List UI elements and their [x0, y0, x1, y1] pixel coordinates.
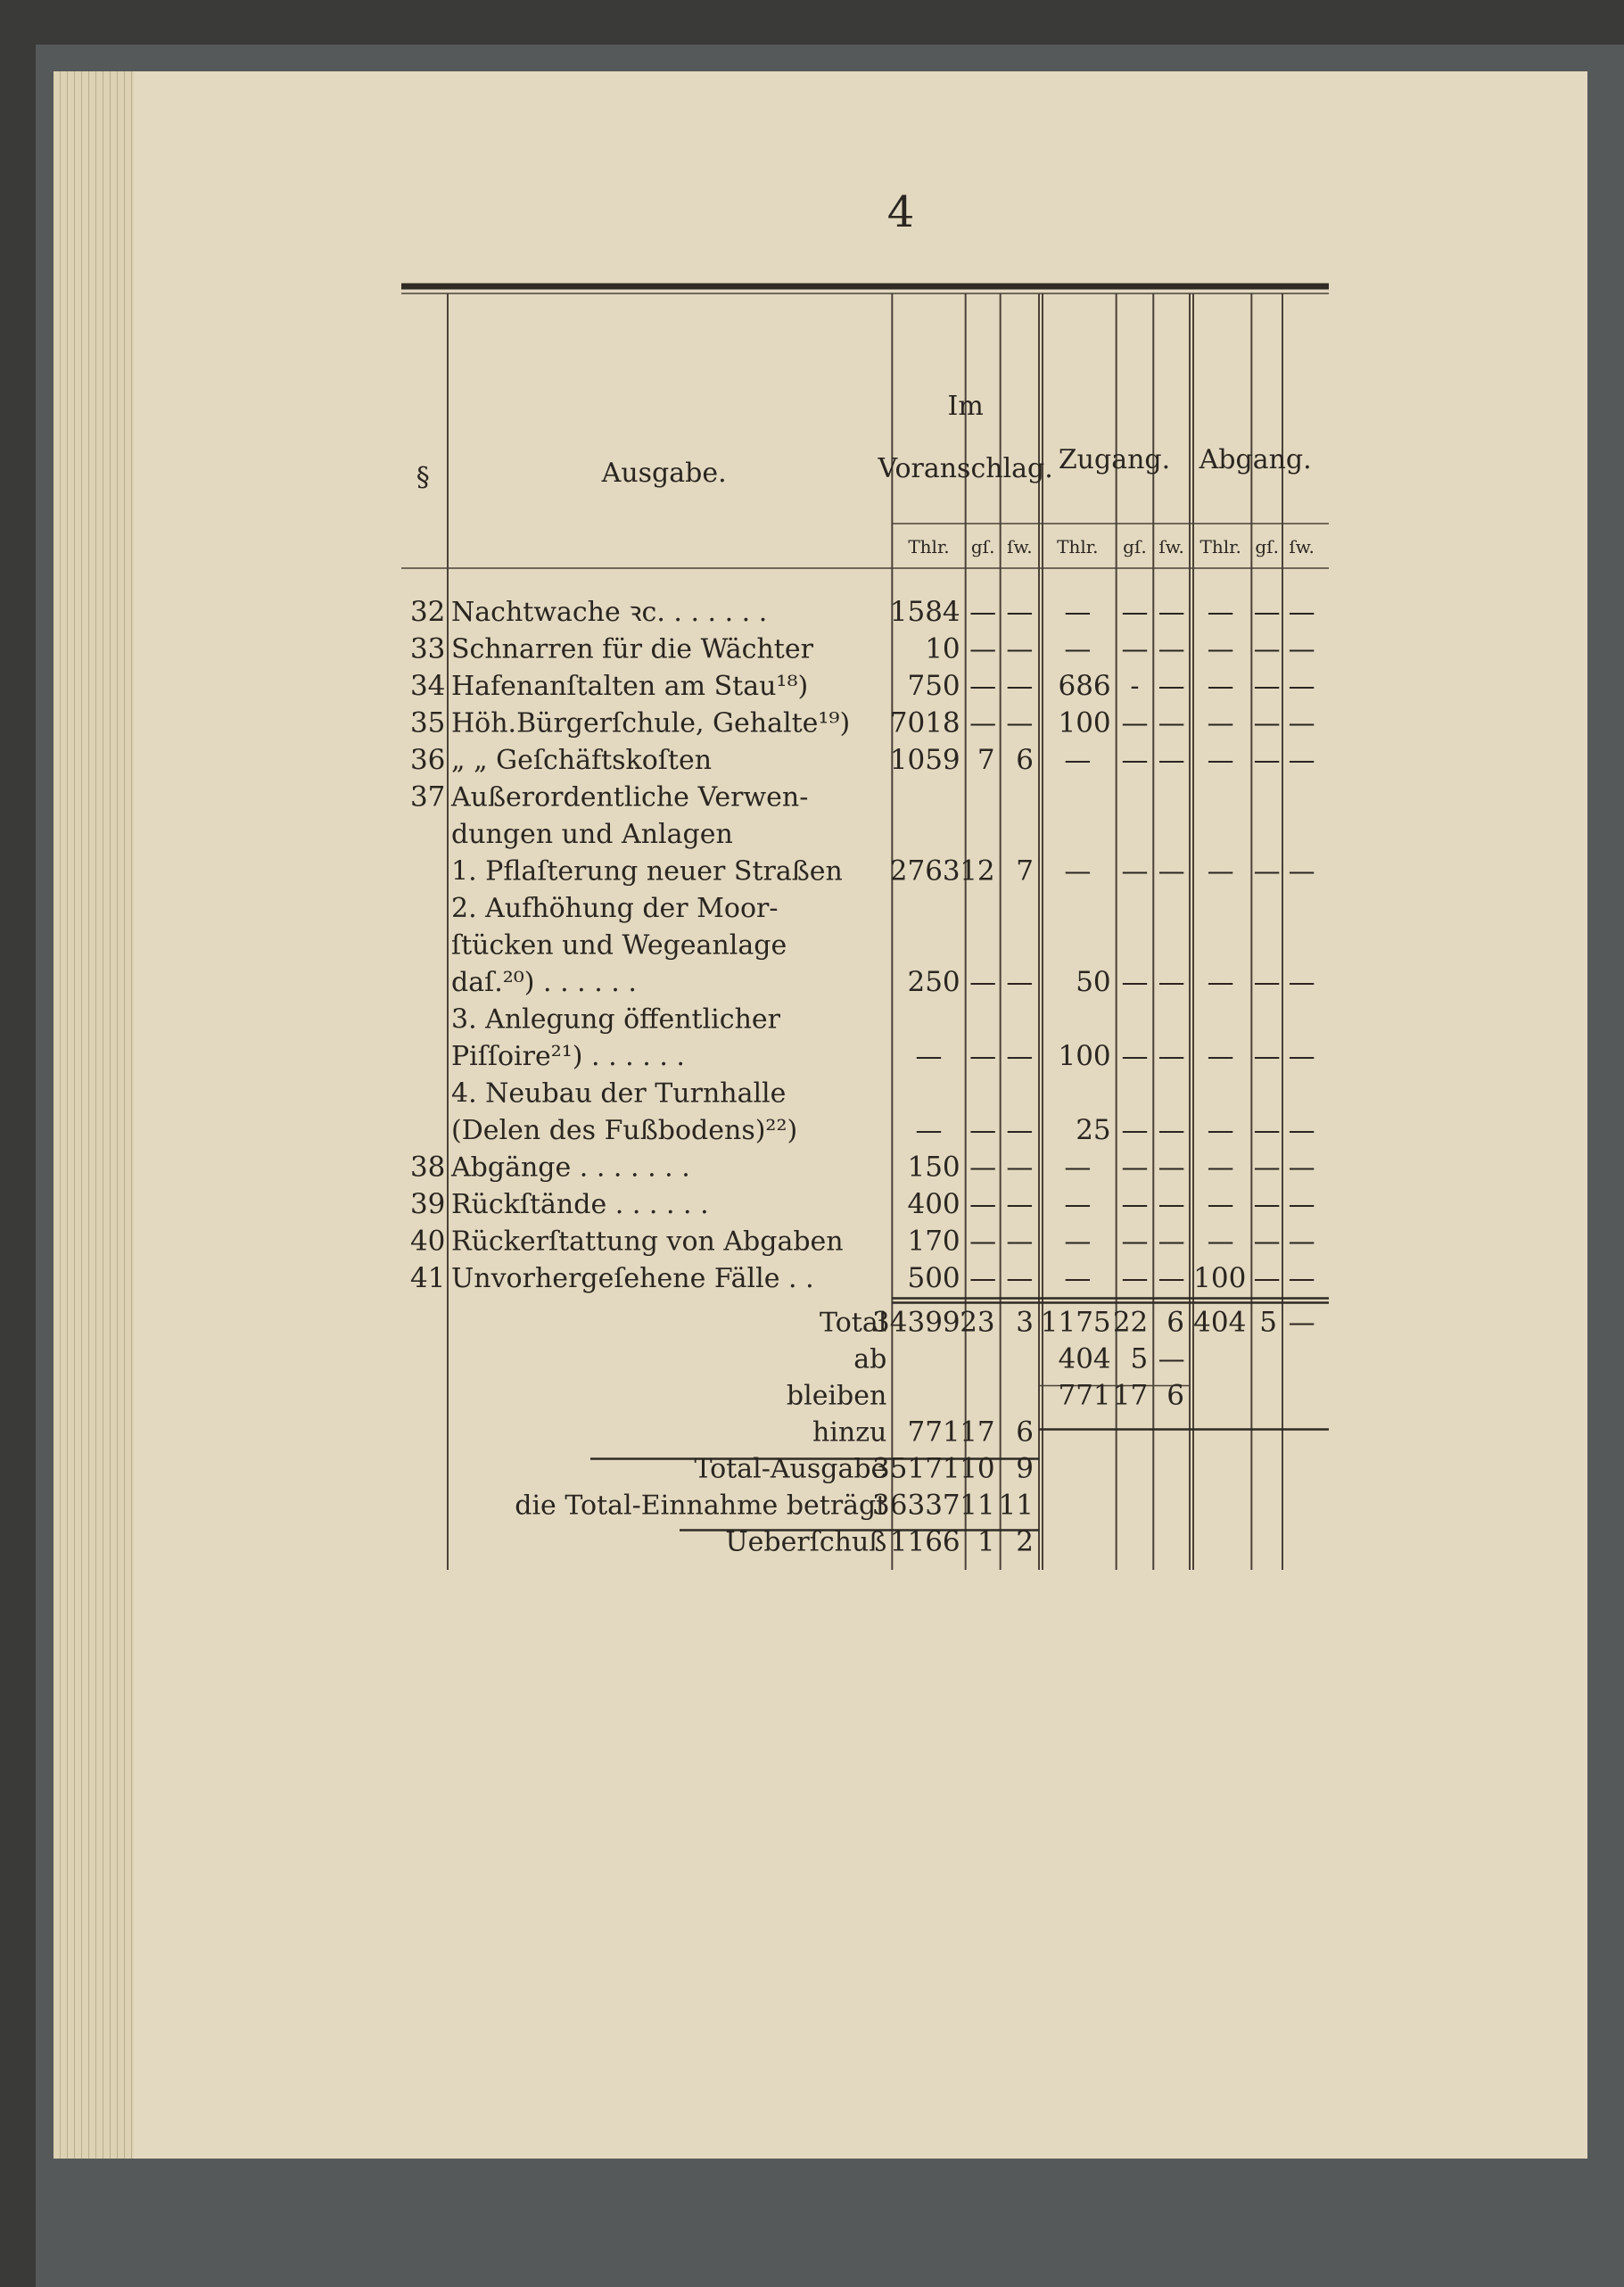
table-cell: —: [1006, 967, 1034, 998]
table-cell: —: [1121, 1152, 1149, 1184]
table-cell: 50: [1076, 966, 1111, 998]
table-cell: —: [1207, 1152, 1234, 1184]
table-cell: 771: [907, 1416, 960, 1449]
table-rules: [401, 286, 1329, 1570]
table-cell: —: [1288, 1307, 1315, 1339]
group-header-2: Zugang.: [1058, 444, 1171, 475]
table-cell: 750: [907, 670, 960, 702]
table-cell: —: [1006, 1189, 1034, 1220]
row-description: dungen und Anlagen: [451, 819, 733, 850]
table-cell: —: [1006, 1041, 1034, 1072]
summary-label: die Total-Einnahme beträgt: [515, 1490, 887, 1522]
table-cell: —: [1121, 1115, 1149, 1146]
row-description: Außerordentliche Verwen-: [451, 781, 809, 813]
row-number: 41: [409, 1262, 446, 1294]
unit-header: Thlr.: [908, 536, 950, 557]
summary-label: Total-Ausgabe: [694, 1453, 887, 1485]
table-row: [451, 819, 733, 850]
table-cell: —: [1006, 1115, 1034, 1146]
table-cell: 6: [1016, 744, 1034, 776]
table-cell: —: [1288, 1115, 1315, 1146]
table-cell: 500: [907, 1262, 960, 1294]
table-cell: 100: [1193, 1262, 1247, 1294]
unit-header: ſw.: [1289, 536, 1315, 557]
table-cell: 100: [1058, 1040, 1111, 1072]
table-cell: —: [1253, 671, 1281, 702]
row-number: 38: [409, 1151, 446, 1184]
table-cell: 1166: [889, 1525, 960, 1558]
table-cell: —: [1253, 597, 1281, 628]
table-cell: —: [1121, 1226, 1149, 1258]
row-description: Piſſoire²¹) . . . . . .: [451, 1041, 685, 1072]
table-cell: —: [1006, 1263, 1034, 1294]
table-cell: 22: [1112, 1306, 1149, 1339]
table-cell: —: [1064, 1152, 1092, 1184]
table-cell: —: [1121, 1263, 1149, 1294]
row-description: 3. Anlegung öffentlicher: [451, 1003, 780, 1036]
table-cell: —: [1253, 855, 1281, 888]
table-cell: —: [1121, 707, 1149, 739]
table-cell: —: [1064, 745, 1092, 776]
table-cell: —: [1207, 967, 1234, 998]
row-description: Unvorhergeſehene Fälle . .: [451, 1263, 814, 1294]
group-header-3: Abgang.: [1199, 444, 1312, 475]
table-cell: 17: [960, 1416, 995, 1449]
table-row: [410, 707, 1315, 739]
table-row: [410, 670, 1315, 702]
row-description: daſ.²⁰) . . . . . .: [451, 967, 637, 998]
table-row: [451, 966, 1315, 998]
table-cell: —: [1121, 1041, 1149, 1072]
table-cell: —: [1253, 1115, 1281, 1146]
table-body: [410, 596, 1315, 1558]
table-cell: —: [1288, 1041, 1315, 1072]
table-cell: —: [1288, 1189, 1315, 1220]
table-cell: —: [1158, 855, 1185, 888]
table-cell: —: [915, 1115, 943, 1146]
table-cell: 1584: [889, 596, 960, 628]
table-row: [410, 1226, 1315, 1258]
table-cell: 2: [1016, 1525, 1034, 1558]
table-row: [410, 1152, 1315, 1184]
table-header: [416, 391, 1315, 557]
row-description: Rückſtände . . . . . .: [451, 1189, 709, 1220]
table-cell: —: [1288, 633, 1315, 665]
table-cell: —: [1253, 1152, 1281, 1184]
summary-label: hinzu: [812, 1416, 887, 1449]
summary-row: [820, 1307, 1315, 1339]
table-cell: —: [1121, 967, 1149, 998]
table-cell: —: [1207, 707, 1234, 739]
table-cell: 7: [977, 744, 995, 776]
table-cell: 400: [907, 1188, 960, 1220]
table-cell: 17: [1112, 1379, 1149, 1412]
table-cell: —: [1064, 1263, 1092, 1294]
description-header: Ausgabe.: [601, 458, 727, 489]
table-cell: 5: [1130, 1342, 1149, 1375]
table-cell: —: [1253, 707, 1281, 739]
section-header: §: [416, 462, 430, 493]
row-description: Hafenanſtalten am Stau¹⁸): [451, 671, 809, 702]
table-cell: —: [1006, 597, 1034, 628]
table-cell: —: [1158, 1152, 1185, 1184]
table-cell: —: [969, 671, 997, 702]
unit-header: Thlr.: [1057, 536, 1099, 557]
table-cell: —: [1207, 745, 1234, 776]
table-cell: 6: [1166, 1379, 1184, 1412]
table-cell: —: [1121, 745, 1149, 776]
table-row: [410, 1188, 1315, 1220]
row-number: 37: [409, 780, 446, 813]
table-cell: —: [1288, 1152, 1315, 1184]
table-cell: 170: [907, 1225, 960, 1258]
table-cell: —: [1006, 633, 1034, 665]
table-cell: 11: [998, 1489, 1034, 1522]
page-number: 4: [886, 187, 915, 237]
row-description: Höh.Bürgerſchule, Gehalte¹⁹): [451, 707, 851, 739]
row-number: 35: [409, 706, 446, 739]
table-cell: —: [1288, 855, 1315, 888]
group-header-1: Im: [947, 391, 984, 422]
table-cell: 771: [1058, 1379, 1111, 1412]
summary-row: [787, 1380, 1184, 1412]
table-cell: —: [1158, 1263, 1185, 1294]
table-cell: —: [1006, 1226, 1034, 1258]
row-description: 2. Aufhöhung der Moor-: [451, 893, 779, 924]
table-cell: —: [969, 633, 997, 665]
table-cell: —: [1253, 1041, 1281, 1072]
table-cell: —: [1158, 1343, 1185, 1375]
summary-row: [515, 1490, 1034, 1522]
row-description: (Delen des Fußbodens)²²): [451, 1115, 798, 1146]
table-cell: —: [1006, 1152, 1034, 1184]
table-row: [451, 1004, 781, 1036]
table-cell: 5: [1259, 1306, 1277, 1339]
table-cell: 35171: [872, 1452, 960, 1485]
table-cell: 7018: [889, 706, 960, 739]
row-number: 40: [409, 1225, 446, 1258]
table-cell: —: [1121, 597, 1149, 628]
summary-label: Total: [820, 1307, 887, 1339]
table-cell: —: [1158, 633, 1185, 665]
table-cell: —: [1207, 671, 1234, 702]
table-cell: —: [1064, 1226, 1092, 1258]
table-cell: —: [1158, 1189, 1185, 1220]
table-cell: —: [1207, 633, 1234, 665]
expenditure-ledger-table: [401, 281, 1329, 1574]
table-cell: —: [1064, 597, 1092, 628]
table-cell: 6: [1016, 1416, 1034, 1449]
row-description: 4. Neubau der Turnhalle: [451, 1077, 787, 1110]
table-cell: —: [1064, 855, 1092, 888]
table-row: [410, 596, 1315, 628]
table-cell: 1: [977, 1525, 995, 1558]
summary-row: [725, 1526, 1034, 1558]
table-cell: —: [969, 1263, 997, 1294]
table-cell: 34399: [872, 1306, 960, 1339]
table-cell: 10: [925, 632, 960, 665]
table-cell: 100: [1058, 706, 1111, 739]
summary-label: bleiben: [786, 1380, 887, 1412]
table-cell: —: [1121, 1189, 1149, 1220]
group-header-1: Voranschlag.: [878, 453, 1053, 484]
table-cell: —: [1253, 1226, 1281, 1258]
table-cell: 404: [1058, 1342, 1111, 1375]
row-number: 36: [409, 744, 446, 776]
unit-header: gſ.: [1255, 536, 1279, 557]
table-cell: —: [1064, 633, 1092, 665]
row-description: ſtücken und Wegeanlage: [451, 929, 787, 962]
table-cell: 25: [1076, 1114, 1111, 1146]
table-cell: 150: [907, 1151, 960, 1184]
table-cell: —: [1158, 967, 1185, 998]
page-edges: [54, 71, 143, 2159]
table-cell: —: [1253, 1263, 1281, 1294]
unit-header: Thlr.: [1199, 536, 1241, 557]
table-cell: 2763: [889, 855, 960, 888]
row-number: 33: [409, 632, 446, 665]
table-cell: —: [969, 1115, 997, 1146]
table-cell: —: [1207, 597, 1234, 628]
table-cell: 3: [1016, 1306, 1034, 1339]
table-cell: 1059: [889, 744, 960, 776]
table-row: [451, 1078, 786, 1110]
table-cell: —: [1158, 597, 1185, 628]
table-row: [410, 781, 808, 813]
table-cell: —: [1006, 671, 1034, 702]
table-cell: —: [969, 1152, 997, 1184]
table-cell: —: [1288, 1263, 1315, 1294]
row-description: „ „ Geſchäftskoſten: [451, 745, 713, 776]
row-number: 34: [409, 670, 446, 702]
summary-row: [853, 1343, 1184, 1375]
table-cell: —: [1288, 707, 1315, 739]
row-number: 39: [409, 1188, 446, 1220]
table-row: [451, 930, 787, 962]
table-cell: —: [1288, 745, 1315, 776]
summary-label: ab: [853, 1343, 887, 1375]
table-cell: —: [1207, 1115, 1234, 1146]
table-cell: —: [1288, 671, 1315, 702]
table-cell: —: [1158, 707, 1185, 739]
unit-header: ſw.: [1158, 536, 1184, 557]
table-cell: —: [1158, 1041, 1185, 1072]
table-row: [451, 893, 779, 924]
table-cell: 250: [907, 966, 960, 998]
table-row: [410, 744, 1315, 776]
table-cell: —: [1006, 707, 1034, 739]
table-cell: 12: [960, 855, 995, 888]
table-cell: -: [1130, 671, 1140, 702]
table-cell: —: [969, 1189, 997, 1220]
table-cell: —: [1207, 1189, 1234, 1220]
table-cell: —: [1121, 633, 1149, 665]
row-description: Nachtwache ꝛc. . . . . . .: [451, 597, 768, 628]
table-cell: 7: [1016, 855, 1034, 888]
table-cell: —: [1253, 745, 1281, 776]
table-cell: —: [1207, 1041, 1234, 1072]
unit-header: ſw.: [1007, 536, 1033, 557]
table-row: [451, 1114, 1315, 1146]
table-cell: —: [969, 1226, 997, 1258]
table-cell: —: [1158, 1115, 1185, 1146]
table-cell: —: [1288, 597, 1315, 628]
row-description: Abgänge . . . . . . .: [451, 1152, 690, 1184]
unit-header: gſ.: [1123, 536, 1147, 557]
table-cell: 404: [1193, 1306, 1247, 1339]
table-row: [410, 633, 1315, 665]
table-cell: —: [915, 1041, 943, 1072]
table-cell: —: [1207, 855, 1234, 888]
table-cell: —: [1288, 1226, 1315, 1258]
table-cell: —: [1253, 967, 1281, 998]
table-cell: 23: [960, 1306, 995, 1339]
table-cell: 36337: [872, 1489, 960, 1522]
table-cell: —: [1288, 967, 1315, 998]
row-description: Rückerſtattung von Abgaben: [451, 1226, 844, 1258]
table-cell: —: [969, 597, 997, 628]
table-cell: —: [1121, 855, 1149, 888]
summary-row: [694, 1453, 1034, 1485]
table-cell: —: [1253, 1189, 1281, 1220]
unit-header: gſ.: [970, 536, 995, 557]
table-cell: —: [1158, 745, 1185, 776]
table-cell: 686: [1058, 670, 1111, 702]
table-cell: —: [1064, 1189, 1092, 1220]
row-number: 32: [409, 596, 446, 628]
table-cell: —: [1207, 1226, 1234, 1258]
table-cell: —: [969, 967, 997, 998]
row-description: Schnarren für die Wächter: [451, 633, 813, 665]
table-cell: —: [1158, 671, 1185, 702]
row-description: 1. Pflaſterung neuer Straßen: [451, 855, 843, 888]
table-cell: 1175: [1040, 1306, 1111, 1339]
summary-label: Ueberſchuß: [725, 1526, 887, 1558]
table-cell: 11: [960, 1489, 995, 1522]
table-cell: 10: [960, 1452, 995, 1485]
table-cell: —: [1158, 1226, 1185, 1258]
table-row: [451, 1040, 1315, 1072]
table-cell: —: [969, 707, 997, 739]
table-cell: 6: [1166, 1306, 1184, 1339]
table-row: [451, 855, 1315, 888]
table-cell: 9: [1016, 1452, 1034, 1485]
table-row: [410, 1262, 1315, 1294]
table-cell: —: [969, 1041, 997, 1072]
table-cell: —: [1253, 633, 1281, 665]
